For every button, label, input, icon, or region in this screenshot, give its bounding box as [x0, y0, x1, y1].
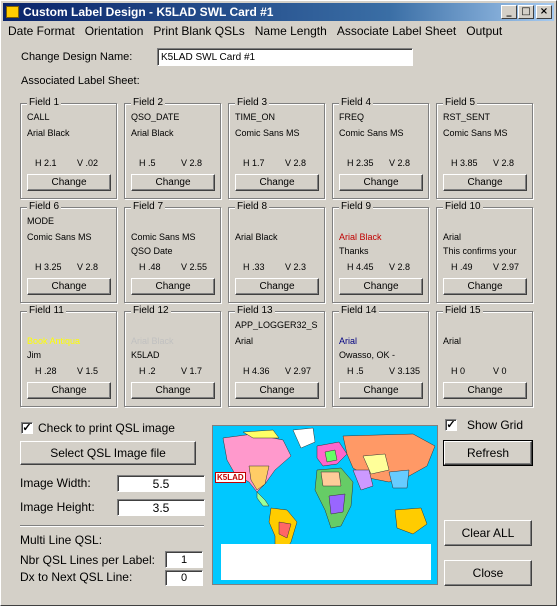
field-name: Field 1: [29, 97, 60, 108]
qsl-lines-per-label-label: Nbr QSL Lines per Label:: [20, 553, 155, 567]
field-v-position: V 2.8: [285, 158, 307, 168]
map-text-area: [221, 544, 431, 580]
field-name: Field 14: [341, 305, 377, 316]
field-v-position: V 3.135: [389, 366, 421, 376]
field-group-4: [332, 97, 429, 199]
field-text: Owasso, OK -: [339, 350, 396, 360]
field-v-position: V 2.8: [493, 158, 515, 168]
change-field-button[interactable]: Change: [339, 278, 423, 295]
field-v-position: V 2.55: [181, 262, 208, 272]
field-h-position: H .33: [243, 262, 265, 272]
field-v-position: V 2.8: [389, 158, 411, 168]
change-field-button[interactable]: Change: [339, 382, 423, 399]
change-field-button[interactable]: Change: [235, 382, 319, 399]
qsl-image-preview: [212, 425, 438, 585]
image-width-input[interactable]: [117, 475, 205, 492]
qsl-lines-per-label-input[interactable]: [165, 551, 203, 568]
field-text: This confirms your: [443, 246, 517, 256]
field-h-position: H 4.36: [243, 366, 270, 376]
field-font: Arial Black: [131, 128, 174, 138]
image-height-label: Image Height:: [20, 500, 95, 514]
refresh-button[interactable]: Refresh: [444, 441, 532, 465]
field-group-9: [332, 201, 429, 303]
multi-line-qsl-title: Multi Line QSL:: [20, 533, 103, 547]
field-name: Field 2: [133, 97, 164, 108]
change-field-button[interactable]: Change: [235, 278, 319, 295]
maximize-icon[interactable]: □: [518, 5, 534, 19]
field-v-position: V 2.97: [493, 262, 520, 272]
field-tag: FREQ: [339, 112, 365, 122]
field-name: Field 9: [341, 201, 372, 212]
field-name: Field 7: [133, 201, 164, 212]
field-font: Comic Sans MS: [235, 128, 300, 138]
field-v-position: V 2.8: [181, 158, 203, 168]
field-font: Arial Black: [235, 232, 278, 242]
change-field-button[interactable]: Change: [443, 382, 527, 399]
field-group-3: [228, 97, 325, 199]
print-qsl-image-label: Check to print QSL image: [38, 421, 175, 435]
change-field-button[interactable]: Change: [27, 174, 111, 191]
field-h-position: H .49: [451, 262, 473, 272]
image-height-input[interactable]: [117, 499, 205, 516]
change-field-button[interactable]: Change: [27, 382, 111, 399]
field-name: Field 15: [445, 305, 481, 316]
field-font: Arial Black: [27, 128, 70, 138]
field-name: Field 4: [341, 97, 372, 108]
menu-date-format[interactable]: Date Format: [8, 24, 75, 38]
field-v-position: V 2.8: [77, 262, 99, 272]
menu-associate-label-sheet[interactable]: Associate Label Sheet: [336, 24, 457, 38]
field-v-position: V 0: [493, 366, 507, 376]
close-icon[interactable]: ×: [536, 5, 552, 19]
field-h-position: H 3.85: [451, 158, 478, 168]
dx-next-qsl-line-label: Dx to Next QSL Line:: [20, 570, 133, 584]
field-group-14: [332, 305, 429, 407]
field-name: Field 13: [237, 305, 273, 316]
field-h-position: H 4.45: [347, 262, 374, 272]
select-qsl-image-button[interactable]: Select QSL Image file: [20, 441, 196, 465]
field-name: Field 12: [133, 305, 169, 316]
window-title: Custom Label Design - K5LAD SWL Card #1: [23, 5, 274, 19]
field-group-1: [20, 97, 117, 199]
field-h-position: H .48: [139, 262, 161, 272]
change-field-button[interactable]: Change: [131, 382, 215, 399]
change-field-button[interactable]: Change: [131, 278, 215, 295]
field-name: Field 5: [445, 97, 476, 108]
design-name-input[interactable]: [157, 48, 413, 66]
field-font: Arial: [339, 336, 358, 346]
field-v-position: V 2.8: [389, 262, 411, 272]
separator: [20, 525, 204, 527]
field-h-position: H 3.25: [35, 262, 62, 272]
field-font: Book Antiqua: [27, 336, 81, 346]
field-font: Comic Sans MS: [443, 128, 508, 138]
field-h-position: H 2.35: [347, 158, 374, 168]
field-tag: QSO_DATE: [131, 112, 180, 122]
field-group-7: [124, 201, 221, 303]
change-field-button[interactable]: Change: [131, 174, 215, 191]
field-tag: TIME_ON: [235, 112, 276, 122]
field-font: Arial: [235, 336, 254, 346]
change-field-button[interactable]: Change: [443, 174, 527, 191]
map-callsign-label: K5LAD: [217, 473, 244, 482]
field-name: Field 8: [237, 201, 268, 212]
field-font: Comic Sans MS: [131, 232, 196, 242]
field-text: Thanks: [339, 246, 369, 256]
field-name: Field 6: [29, 201, 60, 212]
menu-print-blank-qsls[interactable]: Print Blank QSLs: [153, 24, 245, 38]
field-h-position: H .28: [35, 366, 57, 376]
menu-bar: [3, 22, 554, 41]
field-tag: RST_SENT: [443, 112, 491, 122]
field-h-position: H 2.1: [35, 158, 57, 168]
field-tag: MODE: [27, 216, 54, 226]
field-group-12: [124, 305, 221, 407]
menu-orientation[interactable]: Orientation: [84, 24, 144, 38]
print-qsl-image-checkbox[interactable]: ✓: [22, 422, 32, 434]
field-text: K5LAD: [131, 350, 160, 360]
minimize-icon[interactable]: _: [501, 5, 517, 19]
field-h-position: H 0: [451, 366, 466, 376]
field-text: Jim: [27, 350, 41, 360]
field-font: Comic Sans MS: [27, 232, 92, 242]
field-h-position: H .5: [139, 158, 156, 168]
field-group-13: [228, 305, 325, 407]
show-grid-checkbox[interactable]: ✓: [446, 419, 456, 431]
field-v-position: V .02: [77, 158, 99, 168]
field-font: Comic Sans MS: [339, 128, 404, 138]
change-field-button[interactable]: Change: [235, 174, 319, 191]
close-button[interactable]: Close: [444, 560, 532, 586]
change-field-button[interactable]: Change: [27, 278, 111, 295]
field-v-position: V 1.5: [77, 366, 99, 376]
field-name: Field 11: [29, 305, 64, 316]
clear-all-button[interactable]: Clear ALL: [444, 520, 532, 546]
title-bar[interactable]: [3, 3, 554, 21]
field-group-8: [228, 201, 325, 303]
field-group-5: [436, 97, 533, 199]
menu-name-length[interactable]: Name Length: [254, 24, 327, 38]
image-width-label: Image Width:: [20, 476, 91, 490]
field-h-position: H .2: [139, 366, 156, 376]
change-field-button[interactable]: Change: [339, 174, 423, 191]
field-h-position: H .5: [347, 366, 364, 376]
associated-label-sheet-label: Associated Label Sheet:: [21, 75, 140, 87]
field-tag: CALL: [27, 112, 50, 122]
field-tag: APP_LOGGER32_S: [235, 320, 318, 330]
field-group-10: [436, 201, 533, 303]
field-name: Field 10: [445, 201, 481, 212]
field-group-15: [436, 305, 533, 407]
field-font: Arial: [443, 232, 462, 242]
field-name: Field 3: [237, 97, 268, 108]
field-font: Arial: [443, 336, 462, 346]
field-font: Arial Black: [131, 336, 174, 346]
field-font: Arial Black: [339, 232, 382, 242]
field-text: QSO Date: [131, 246, 173, 256]
field-v-position: V 2.3: [285, 262, 307, 272]
dx-next-qsl-line-input[interactable]: [165, 570, 203, 586]
field-group-2: [124, 97, 221, 199]
menu-output[interactable]: Output: [466, 24, 503, 38]
field-h-position: H 1.7: [243, 158, 265, 168]
field-v-position: V 1.7: [181, 366, 203, 376]
design-name-label: Change Design Name:: [21, 51, 133, 63]
change-field-button[interactable]: Change: [443, 278, 527, 295]
field-group-6: [20, 201, 117, 303]
app-icon: [6, 6, 19, 18]
field-group-11: [20, 305, 117, 407]
field-v-position: V 2.97: [285, 366, 312, 376]
show-grid-label: Show Grid: [467, 418, 524, 432]
